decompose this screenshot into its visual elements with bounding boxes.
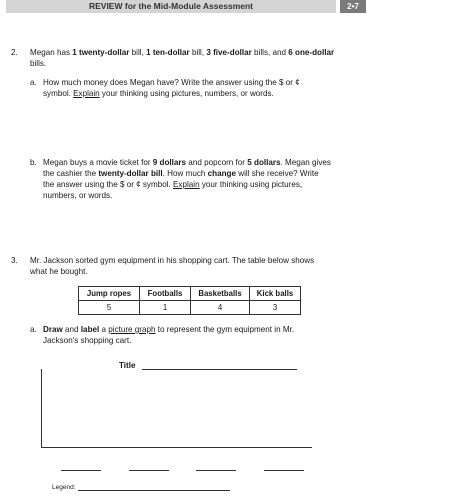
table-cell: 3 (250, 301, 301, 315)
table-cell: 5 (79, 301, 140, 315)
question-3a-label: a. (30, 325, 37, 334)
table-header-cell: Kick balls (250, 287, 301, 301)
category-label-blank[interactable] (129, 470, 169, 471)
table-cell: 1 (140, 301, 191, 315)
table-header-cell: Footballs (140, 287, 191, 301)
question-3a-line2: Jackson's shopping cart. (43, 336, 132, 345)
lesson-code-badge: 2•7 (340, 0, 366, 13)
question-2b-line2: the cashier the twenty-dollar bill. How much change will she receive? Write (43, 169, 319, 178)
legend-label: Legend: (52, 484, 76, 491)
question-2-number: 2. (11, 48, 18, 57)
question-2b-label: b. (30, 158, 37, 167)
category-label-blank[interactable] (264, 470, 304, 471)
question-2-intro: Megan has 1 twenty-dollar bill, 1 ten-dollar bill, 3 five-dollar bills, and 6 one-dollar (30, 48, 335, 57)
table-header-cell: Basketballs (191, 287, 250, 301)
table-row (79, 301, 301, 315)
question-2a-label: a. (30, 78, 37, 87)
question-2a-line1: How much money does Megan have? Write the answer using the $ or ¢ (43, 78, 300, 87)
question-3-line1: Mr. Jackson sorted gym equipment in his shopping cart. The table below shows (30, 256, 315, 265)
category-label-blank[interactable] (61, 470, 101, 471)
question-3-number: 3. (11, 256, 18, 265)
category-label-blank[interactable] (196, 470, 236, 471)
legend-blank[interactable] (78, 490, 230, 491)
graph-horizontal-axis (41, 447, 312, 448)
question-2-intro-line2: bills. (30, 59, 47, 68)
question-2b-line3: the answer using the $ or ¢ symbol. Explain your thinking using pictures, (43, 180, 303, 189)
table-header-cell: Jump ropes (79, 287, 140, 301)
gym-equipment-table (78, 286, 301, 315)
graph-vertical-axis (41, 369, 42, 447)
question-2a-line2: symbol. Explain your thinking using pictures, numbers, or words. (43, 89, 274, 98)
page-title: REVIEW for the Mid-Module Assessment (88, 1, 254, 11)
table-header-row (79, 287, 301, 301)
graph-title-label: Title (119, 361, 136, 370)
question-3a-line1: Draw and label a picture graph to represent the gym equipment in Mr. (43, 325, 295, 334)
table-cell: 4 (191, 301, 250, 315)
question-2b-line4: numbers, or words. (43, 191, 113, 200)
question-2b-line1: Megan buys a movie ticket for 9 dollars and popcorn for 5 dollars. Megan gives (43, 158, 331, 167)
graph-title-blank[interactable] (142, 369, 297, 370)
question-3-line2: what he bought. (30, 267, 88, 276)
